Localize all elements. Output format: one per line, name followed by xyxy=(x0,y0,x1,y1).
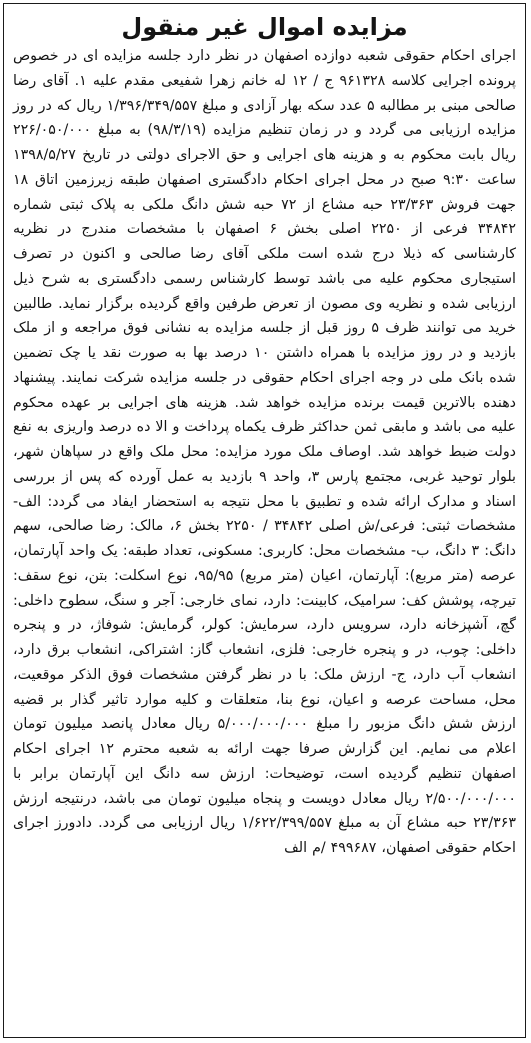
notice-body: اجرای احکام حقوقی شعبه دوازده اصفهان در نظر دارد جلسه مزایده ای در خصوص پرونده اجرایی کلاسه ۹۶۱۳۲۸ ج / ۱۲ له خانم زهرا شفیعی مقدم علیه ۱. آقای رضا صالحی مبنی بر مطالبه ۵ عدد سکه بهار آزادی و مبلغ ۱/۳۹۶/۳۴۹/۵۵۷ ریال که در روز مزایده ارزیابی می گردد و در زمان تنظیم مزایده (۹۸/۳/۱۹) به مبلغ ۲۲۶/۰۵۰/۰۰۰ ریال بابت محکوم به و هزینه های اجرایی و حق الاجرای دولتی در تاریخ ۱۳۹۸/۵/۲۷ ساعت ۹:۳۰ صبح در محل اجرای احکام دادگستری اصفهان طبقه زیرزمین اتاق ۱۸ جهت فروش ۲۳/۳۶۳ حبه مشاع از ۷۲ حبه شش دانگ ملکی به پلاک ثبتی شماره ۳۴۸۴۲ فرعی از ۲۲۵۰ اصلی بخش ۶ اصفهان با مشخصات مندرج در نظریه کارشناسی که ذیلا درج شده است ملکی آقای رضا صالحی و اکنون در تصرف استیجاری محکوم علیه می باشد توسط کارشناس رسمی دادگستری به شرح ذیل ارزیابی شده و نظریه وی مصون از تعرض طرفین واقع گردیده برگزار نماید. طالبین خرید می توانند ظرف ۵ روز قبل از جلسه مزایده به نشانی فوق مراجعه و از ملک بازدید و در روز مزایده با همراه داشتن ۱۰ درصد بها به صورت نقد یا چک تضمین شده بانک ملی در وجه اجرای احکام حقوقی در جلسه مزایده شرکت نمایند. پیشنهاد دهنده بالاترین قیمت برنده مزایده خواهد شد. هزینه های اجرایی بر عهده محکوم علیه می باشد و مابقی ثمن حداکثر ظرف یکماه پرداخت و الا ده درصد واریزی به نفع دولت ضبط خواهد شد. اوصاف ملک مورد مزایده: محل ملک واقع در سپاهان شهر، بلوار توحید غربی، مجتمع پارس ۳، واحد ۹ بازدید به عمل آورده که پس از بررسی اسناد و مدارک ارائه شده و تطبیق با محل نتیجه به استحضار ایفاد می گردد: الف- مشخصات ثبتی: فرعی/ش اصلی ۳۴۸۴۲ / ۲۲۵۰ بخش ۶، مالک: رضا صالحی، سهم دانگ: ۳ دانگ، ب- مشخصات محل: کاربری: مسکونی، تعداد طبقه: یک واحد آپارتمان، عرصه (متر مربع): آپارتمان، اعیان (متر مربع) ۹۵/۹۵، نوع اسکلت: بتن، نوع سقف: تیرچه، پوشش کف: سرامیک، کابینت: دارد، نمای خارجی: آجر و سنگ، سطوح داخلی: گچ، آشپزخانه دارد، سرویس دارد، سرمایش: کولر، گرمایش: شوفاژ، در و پنجره داخلی: چوب، در و پنجره خارجی: فلزی، انشعاب گاز: اشتراکی، انشعاب برق دارد، انشعاب آب دارد، ج- ارزش ملک: با در نظر گرفتن مشخصات فوق الذکر موقعیت، محل، مساحت عرصه و اعیان، نوع بنا، متعلقات و کلیه موارد تاثیر گذار بر قضیه ارزش شش دانگ مزبور را مبلغ ۵/۰۰۰/۰۰۰/۰۰۰ ریال معادل پانصد میلیون تومان اعلام می نمایم. این گزارش صرفا جهت ارائه به شعبه محترم ۱۲ اجرای احکام اصفهان تنظیم گردیده است، توضیحات: ارزش سه دانگ این آپارتمان برابر با ۲/۵۰۰/۰۰۰/۰۰۰ ریال معادل دویست و پنجاه میلیون تومان می باشد، درنتیجه ارزش ۲۳/۳۶۳ حبه مشاع آن به مبلغ ۱/۶۲۲/۳۹۹/۵۵۷ ریال ارزیابی می گردد. دادورز اجرای احکام حقوقی اصفهان، ۴۹۹۶۸۷ /م الف xyxy=(13,48,517,856)
notice-frame xyxy=(3,3,526,1038)
notice-title: مزایده اموال غیر منقول xyxy=(121,13,408,41)
